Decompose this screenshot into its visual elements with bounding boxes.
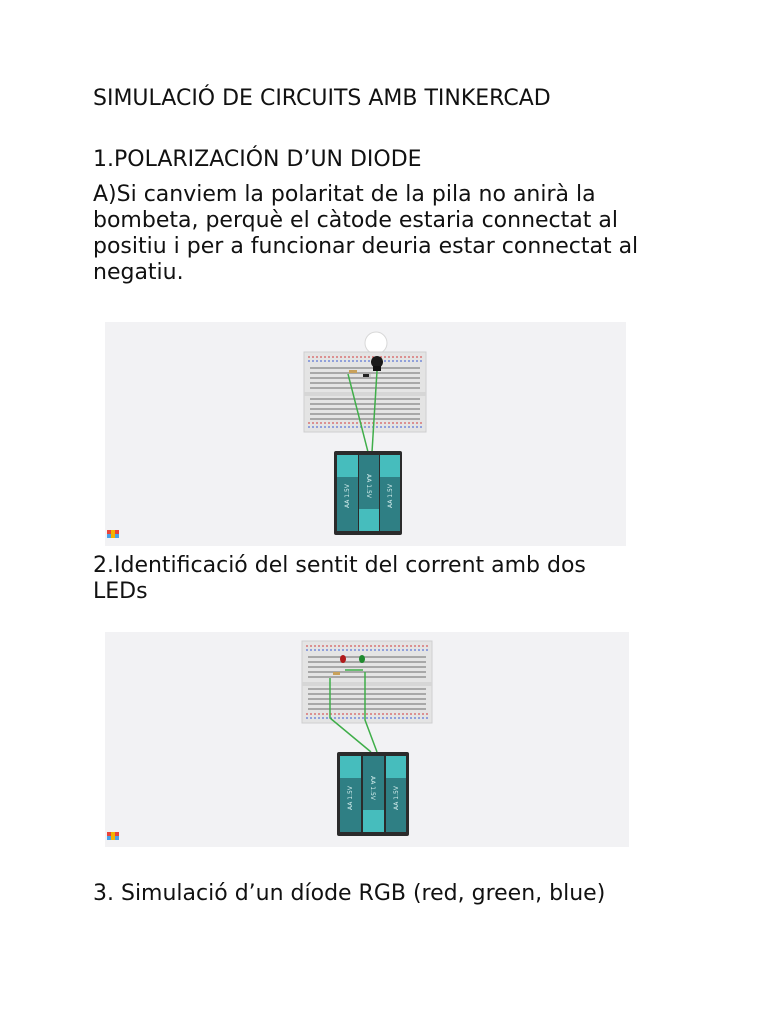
battery-pack — [337, 752, 409, 836]
paragraph-line: negatiu. — [93, 260, 184, 285]
battery-label: AA 1.5V — [344, 484, 351, 508]
battery-label: AA 1.5V — [387, 484, 394, 508]
section-1-heading: 1.POLARIZACIÓN D’UN DIODE — [93, 147, 422, 172]
breadboard — [302, 641, 432, 723]
battery-label: AA 1.5V — [347, 786, 354, 810]
section-3-heading: 3. Simulació d’un díode RGB (red, green, blue) — [93, 881, 606, 906]
circuit-screenshot-leds — [105, 632, 629, 847]
circuit-screenshot-diode — [105, 322, 626, 546]
resistor-component — [333, 672, 340, 675]
circuit-diagram — [105, 632, 629, 847]
battery-label: AA 1.5V — [369, 776, 376, 800]
heading-line: LEDs — [93, 579, 148, 604]
document-title: SIMULACIÓ DE CIRCUITS AMB TINKERCAD — [93, 86, 551, 111]
battery-label: AA 1.5V — [365, 474, 372, 498]
paragraph-line: positiu i per a funcionar deuria estar connectat al — [93, 234, 639, 259]
paragraph-line: bombeta, perquè el càtode estaria connectat al — [93, 208, 618, 233]
breadboard — [304, 352, 426, 432]
section-2-heading — [93, 553, 693, 605]
tinkercad-logo — [107, 832, 119, 840]
paragraph-line: A)Si canviem la polaritat de la pila no anirà la — [93, 182, 596, 207]
heading-line: 2.Identificació del sentit del corrent amb dos — [93, 553, 586, 578]
battery-label: AA 1.5V — [393, 786, 400, 810]
led-green — [359, 655, 365, 663]
section-1-paragraph — [93, 182, 693, 286]
resistor-component — [349, 370, 357, 373]
tinkercad-logo — [107, 530, 119, 538]
diode-component — [363, 374, 371, 377]
circuit-diagram — [105, 322, 626, 546]
led-red — [340, 655, 346, 663]
battery-pack — [334, 451, 402, 535]
